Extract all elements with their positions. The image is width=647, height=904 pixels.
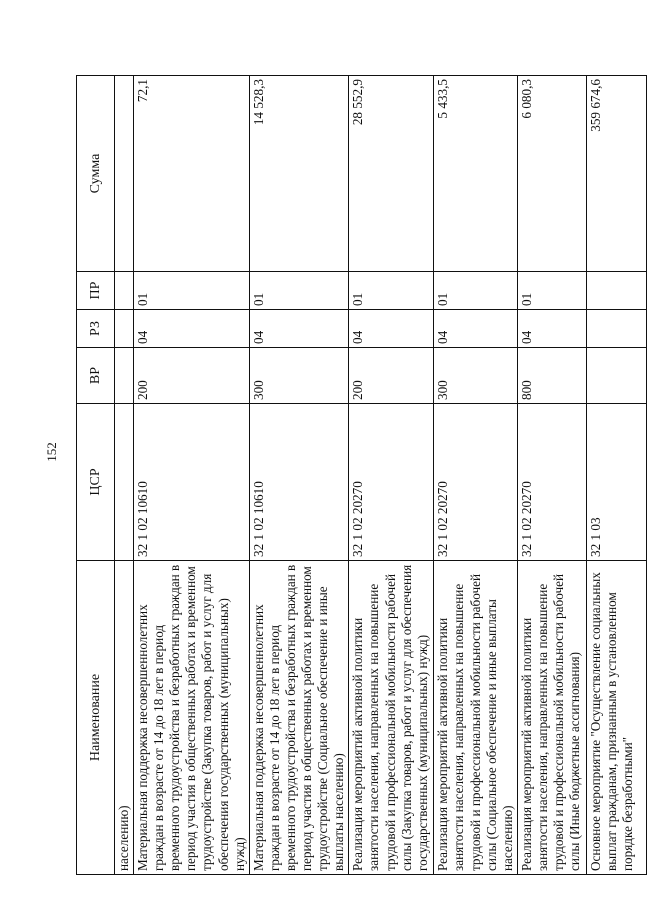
row-rz: 04 <box>434 310 517 348</box>
row-vr <box>586 348 646 404</box>
budget-table-frame <box>76 76 635 875</box>
budget-table <box>76 75 647 875</box>
row-vr: 300 <box>434 348 517 404</box>
row-rz: 04 <box>517 310 586 348</box>
table-header-row <box>77 76 115 875</box>
row-sum: 72,1 <box>134 76 250 272</box>
row-rz: 04 <box>249 310 349 348</box>
row-pr: 01 <box>517 272 586 310</box>
row-pr <box>586 272 646 310</box>
row-name: Реализация мероприятий активной политики занятости населения, направленных на повышение трудовой и профессиональной мобильности рабочей силы (Закупка товаров, работ и услуг для обеспечения государственных (муниципальных) нужд) <box>349 561 434 875</box>
page-number: 152 <box>44 442 59 462</box>
header-rz: РЗ <box>77 310 115 348</box>
rotated-table-container <box>76 76 635 875</box>
row-name: Материальная поддержка несовершеннолетних граждан в возрасте от 14 до 18 лет в период временного трудоустройства и безработных граждан в период участия в общественных работах и временном трудоустройстве (Закупка товаров, работ и услуг для обеспечения государственных (муниципальных) нужд) <box>134 561 250 875</box>
row-sum: 359 674,6 <box>586 76 646 272</box>
row-vr: 200 <box>349 348 434 404</box>
row-pr: 01 <box>134 272 250 310</box>
row-rz: 04 <box>349 310 434 348</box>
row-rz: 04 <box>134 310 250 348</box>
row-csr: 32 1 02 10610 <box>134 404 250 561</box>
row-sum: 14 528,3 <box>249 76 349 272</box>
row-vr: 300 <box>249 348 349 404</box>
row-csr: 32 1 02 20270 <box>349 404 434 561</box>
row-vr: 200 <box>134 348 250 404</box>
row-csr: 32 1 02 20270 <box>434 404 517 561</box>
row-pr: 01 <box>349 272 434 310</box>
table-row <box>134 76 250 875</box>
header-pr: ПР <box>77 272 115 310</box>
continuation-row <box>115 76 134 875</box>
table-row <box>517 76 586 875</box>
table-row <box>586 76 646 875</box>
row-name: Основное мероприятие "Осуществление социальных выплат гражданам, признанным в установленном порядке безработными" <box>586 561 646 875</box>
table-row <box>249 76 349 875</box>
row-sum: 28 552,9 <box>349 76 434 272</box>
row-name: Реализация мероприятий активной политики занятости населения, направленных на повышение трудовой и профессиональной мобильности рабочей силы (Социальное обеспечение и иные выплаты населению) <box>434 561 517 875</box>
row-name: Материальная поддержка несовершеннолетних граждан в возрасте от 14 до 18 лет в период временного трудоустройства и безработных граждан в период участия в общественных работах и временном трудоустройстве (Социальное обеспечение и иные выплаты населению) <box>249 561 349 875</box>
row-rz <box>586 310 646 348</box>
row-sum: 5 433,5 <box>434 76 517 272</box>
row-sum: 6 080,3 <box>517 76 586 272</box>
row-pr: 01 <box>434 272 517 310</box>
row-csr: 32 1 02 10610 <box>249 404 349 561</box>
header-sum: Сумма <box>77 76 115 272</box>
row-pr: 01 <box>249 272 349 310</box>
header-csr: ЦСР <box>77 404 115 561</box>
row-vr: 800 <box>517 348 586 404</box>
row-name: Реализация мероприятий активной политики занятости населения, направленных на повышение трудовой и профессиональной мобильности рабочей силы (Иные бюджетные ассигнования) <box>517 561 586 875</box>
continuation-text: населению) <box>115 561 134 875</box>
header-vr: ВР <box>77 348 115 404</box>
row-csr: 32 1 02 20270 <box>517 404 586 561</box>
row-csr: 32 1 03 <box>586 404 646 561</box>
table-row <box>434 76 517 875</box>
table-row <box>349 76 434 875</box>
header-name: Наименование <box>77 561 115 875</box>
